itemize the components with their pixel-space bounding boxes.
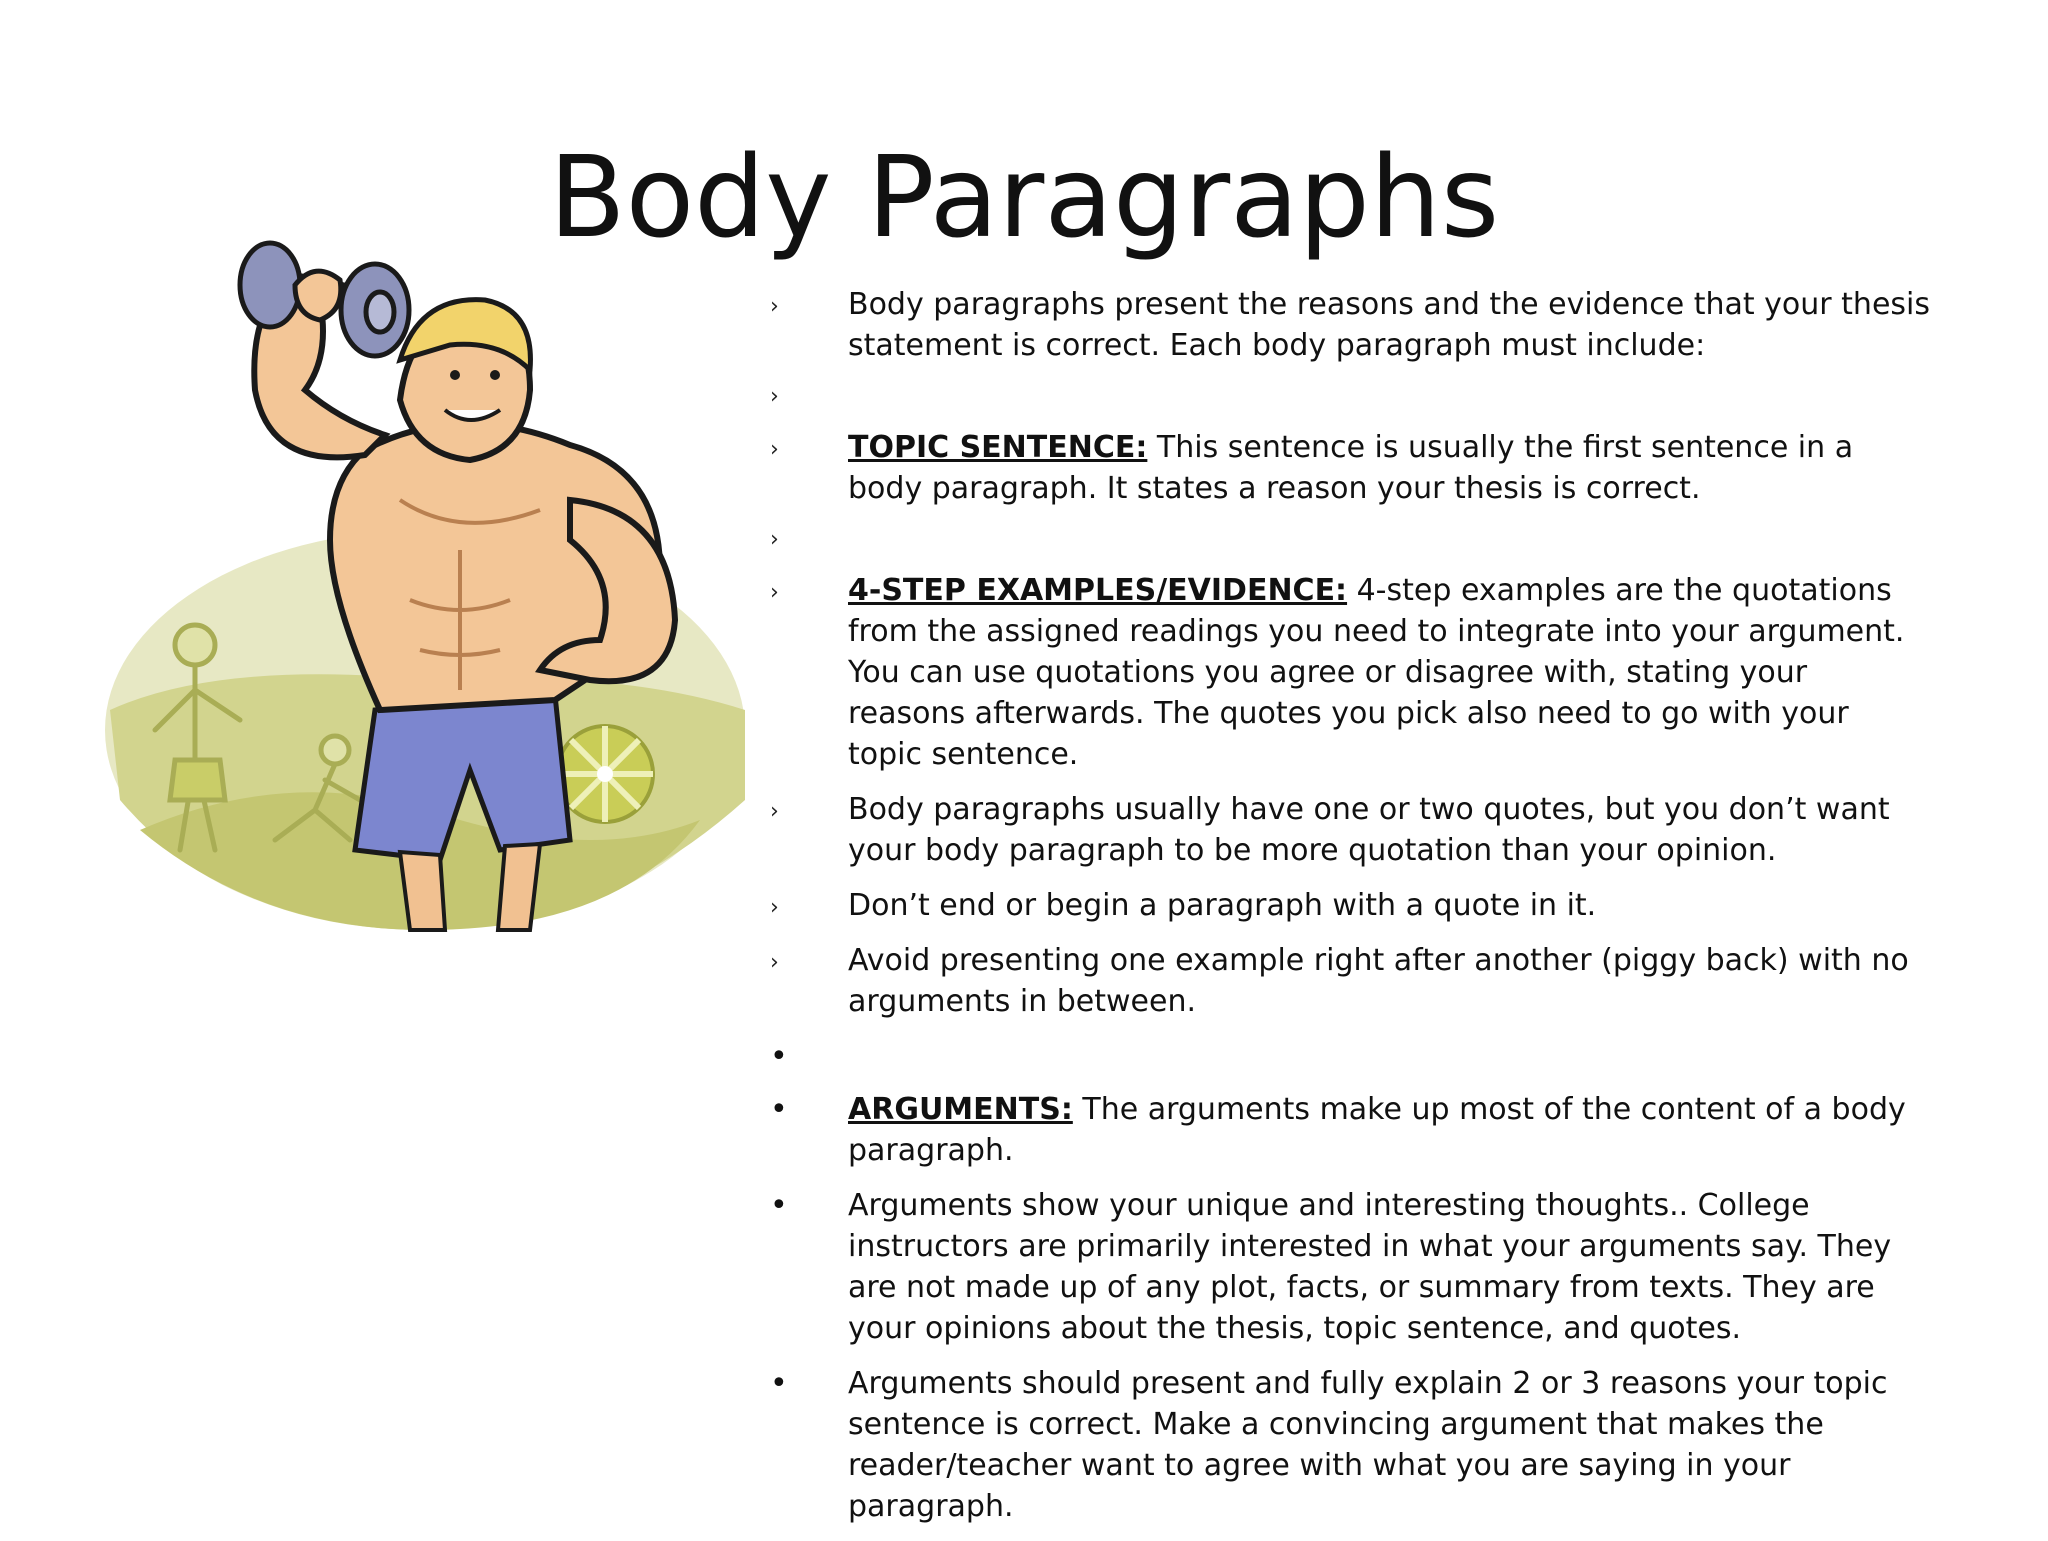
bullet-tick-icon: › — [770, 895, 779, 920]
bullet-item — [760, 570, 1930, 775]
bullet-item — [760, 789, 1930, 871]
bullet-item — [760, 1089, 1930, 1171]
bullet-tick-icon: › — [770, 437, 779, 462]
bullet-item — [760, 1363, 1930, 1527]
bullet-item — [760, 885, 1930, 926]
bullet-text: Arguments should present and fully explain 2 or 3 reasons your topic sentence is correct. Make a convincing argument that makes the reader/teacher want to agree with what you are saying in your paragraph. — [848, 1366, 1888, 1524]
bullet-dot-icon: • — [770, 1188, 788, 1223]
bullet-tick-icon: › — [770, 799, 779, 824]
bullet-tick-icon: › — [770, 294, 779, 319]
bullet-dot-icon: • — [770, 1092, 788, 1127]
bullet-tick-icon: › — [770, 527, 779, 552]
bullet-item-empty — [760, 517, 1930, 558]
bullet-item-empty — [760, 374, 1930, 415]
bullet-item — [760, 284, 1930, 366]
bullet-tick-icon: › — [770, 384, 779, 409]
bullet-text: Body paragraphs usually have one or two quotes, but you don’t want your body paragraph to be more quotation than your opinion. — [848, 792, 1890, 868]
bullet-item — [760, 940, 1930, 1022]
bullet-item — [760, 427, 1930, 509]
bullet-lead: ARGUMENTS: — [848, 1092, 1073, 1127]
bullet-text: The arguments make up most of the content of a body paragraph. — [848, 1092, 1906, 1168]
bullet-text: Don’t end or begin a paragraph with a quote in it. — [848, 888, 1597, 923]
bullet-text: Avoid presenting one example right after another (piggy back) with no arguments in between. — [848, 943, 1909, 1019]
bullet-text: This sentence is usually the first sentence in a body paragraph. It states a reason your thesis is correct. — [848, 430, 1854, 506]
bodybuilder-illustration — [100, 240, 760, 940]
bullet-item-empty — [760, 1036, 1930, 1077]
bullet-list — [760, 284, 1930, 1541]
bullet-text: 4-step examples are the quotations from the assigned readings you need to integrate into your argument. You can use quotations you agree or disagree with, stating your reasons afterwards. The quotes you pick also need to go with your topic sentence. — [848, 573, 1905, 772]
bullet-tick-icon: › — [770, 580, 779, 605]
bullet-tick-icon: › — [770, 950, 779, 975]
bullet-item — [760, 1185, 1930, 1349]
bullet-text: Body paragraphs present the reasons and the evidence that your thesis statement is correct. Each body paragraph must include: — [848, 287, 1930, 363]
bullet-lead: TOPIC SENTENCE: — [848, 430, 1148, 465]
bullet-dot-icon: • — [770, 1366, 788, 1401]
bullet-text: Arguments show your unique and interesting thoughts.. College instructors are primarily interested in what your arguments say. They are not made up of any plot, facts, or summary from texts. They are your opinions about the thesis, topic sentence, and quotes. — [848, 1188, 1892, 1346]
slide-title: Body Paragraphs — [548, 133, 1500, 263]
bullet-dot-icon: • — [770, 1039, 788, 1074]
bullet-lead: 4-STEP EXAMPLES/EVIDENCE: — [848, 573, 1348, 608]
